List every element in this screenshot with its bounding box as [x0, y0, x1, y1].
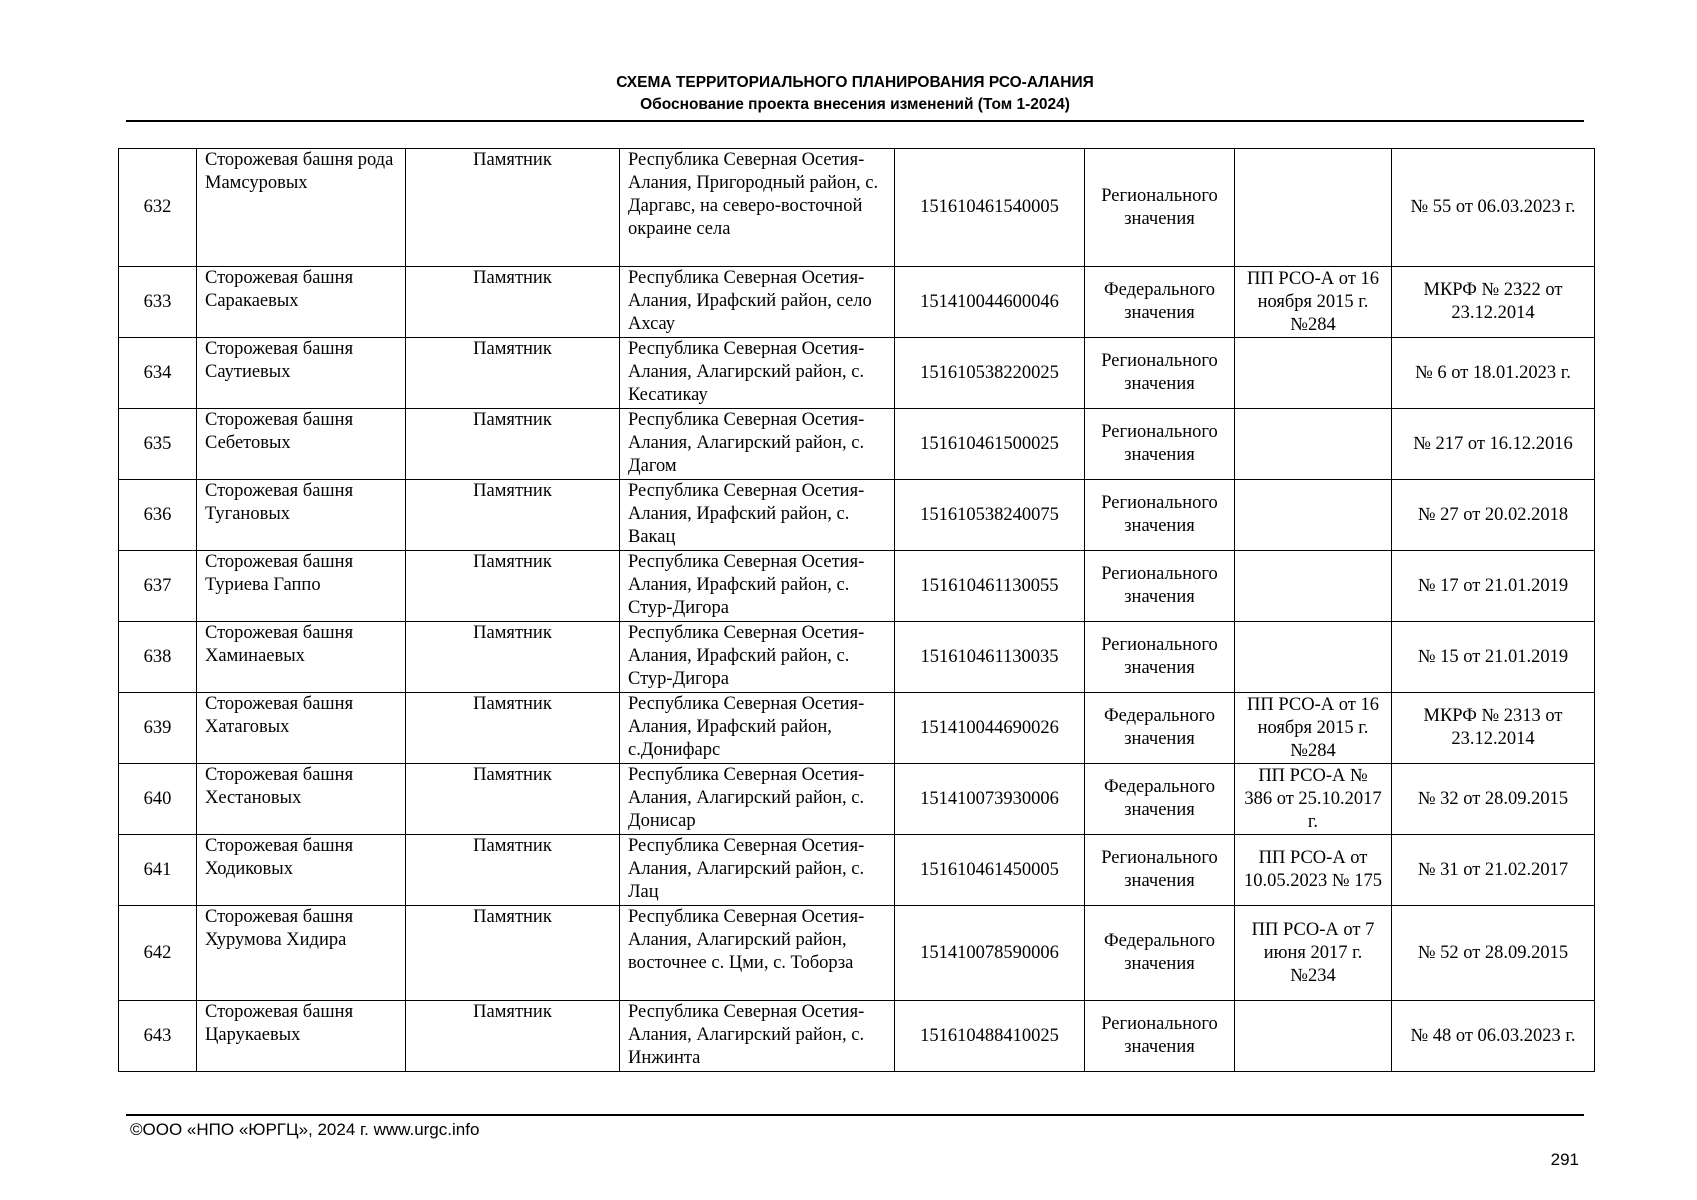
registration-document-cell: № 52 от 28.09.2015	[1392, 906, 1595, 1001]
registration-document-cell: № 55 от 06.03.2023 г.	[1392, 149, 1595, 267]
row-number-cell: 632	[119, 149, 197, 267]
table-row	[119, 267, 1595, 338]
government-decree-cell: ПП РСО-А от 16 ноября 2015 г. №284	[1235, 267, 1392, 338]
significance-cell: Регионального значения	[1085, 149, 1235, 267]
registry-code-cell: 151410078590006	[895, 906, 1085, 1001]
row-number-cell: 640	[119, 764, 197, 835]
object-type-cell: Памятник	[406, 764, 620, 835]
row-number-cell: 643	[119, 1001, 197, 1072]
registry-code-cell: 151610461130035	[895, 622, 1085, 693]
registration-document-cell: № 27 от 20.02.2018	[1392, 480, 1595, 551]
header-divider	[126, 120, 1584, 122]
table-body	[119, 149, 1595, 1072]
object-name-cell: Сторожевая башня Саракаевых	[197, 267, 406, 338]
table-row	[119, 149, 1595, 267]
registry-code-cell: 151610538240075	[895, 480, 1085, 551]
government-decree-cell	[1235, 409, 1392, 480]
table-row	[119, 835, 1595, 906]
registration-document-cell: № 6 от 18.01.2023 г.	[1392, 338, 1595, 409]
significance-cell: Регионального значения	[1085, 409, 1235, 480]
row-number-cell: 639	[119, 693, 197, 764]
significance-cell: Федерального значения	[1085, 267, 1235, 338]
government-decree-cell: ПП РСО-А № 386 от 25.10.2017 г.	[1235, 764, 1392, 835]
address-cell: Республика Северная Осетия-Алания, Ирафский район, с.Донифарс	[620, 693, 895, 764]
government-decree-cell: ПП РСО-А от 10.05.2023 № 175	[1235, 835, 1392, 906]
row-number-cell: 642	[119, 906, 197, 1001]
object-type-cell: Памятник	[406, 835, 620, 906]
address-cell: Республика Северная Осетия-Алания, Алагирский район, с. Донисар	[620, 764, 895, 835]
government-decree-cell	[1235, 1001, 1392, 1072]
footer-copyright: ©ООО «НПО «ЮРГЦ», 2024 г. www.urgc.info	[130, 1120, 480, 1139]
table-row	[119, 1001, 1595, 1072]
page-number: 291	[1550, 1150, 1579, 1169]
significance-cell: Регионального значения	[1085, 622, 1235, 693]
footer-divider	[126, 1114, 1584, 1116]
address-cell: Республика Северная Осетия-Алания, Ирафский район, с. Стур-Дигора	[620, 622, 895, 693]
row-number-cell: 634	[119, 338, 197, 409]
object-name-cell: Сторожевая башня Тугановых	[197, 480, 406, 551]
object-name-cell: Сторожевая башня Хестановых	[197, 764, 406, 835]
registration-document-cell: № 15 от 21.01.2019	[1392, 622, 1595, 693]
table-row	[119, 906, 1595, 1001]
object-name-cell: Сторожевая башня Ходиковых	[197, 835, 406, 906]
monuments-table	[118, 148, 1595, 1072]
government-decree-cell	[1235, 338, 1392, 409]
object-type-cell: Памятник	[406, 338, 620, 409]
row-number-cell: 636	[119, 480, 197, 551]
object-name-cell: Сторожевая башня Хаминаевых	[197, 622, 406, 693]
object-name-cell: Сторожевая башня рода Мамсуровых	[197, 149, 406, 267]
page-header	[126, 72, 1584, 116]
address-cell: Республика Северная Осетия-Алания, Пригородный район, с. Даргавс, на северо-восточной окраине села	[620, 149, 895, 267]
table-row	[119, 480, 1595, 551]
object-type-cell: Памятник	[406, 267, 620, 338]
significance-cell: Федерального значения	[1085, 764, 1235, 835]
row-number-cell: 635	[119, 409, 197, 480]
registration-document-cell: № 217 от 16.12.2016	[1392, 409, 1595, 480]
row-number-cell: 637	[119, 551, 197, 622]
row-number-cell: 633	[119, 267, 197, 338]
object-type-cell: Памятник	[406, 149, 620, 267]
object-type-cell: Памятник	[406, 906, 620, 1001]
registry-code-cell: 151410044600046	[895, 267, 1085, 338]
registration-document-cell: МКРФ № 2313 от 23.12.2014	[1392, 693, 1595, 764]
object-type-cell: Памятник	[406, 409, 620, 480]
object-type-cell: Памятник	[406, 551, 620, 622]
registration-document-cell: № 17 от 21.01.2019	[1392, 551, 1595, 622]
registration-document-cell: № 48 от 06.03.2023 г.	[1392, 1001, 1595, 1072]
object-name-cell: Сторожевая башня Себетовых	[197, 409, 406, 480]
table-row	[119, 764, 1595, 835]
object-type-cell: Памятник	[406, 480, 620, 551]
document-subtitle: Обоснование проекта внесения изменений (Том 1-2024)	[640, 96, 1070, 113]
registration-document-cell: МКРФ № 2322 от 23.12.2014	[1392, 267, 1595, 338]
government-decree-cell	[1235, 622, 1392, 693]
significance-cell: Регионального значения	[1085, 835, 1235, 906]
significance-cell: Федерального значения	[1085, 693, 1235, 764]
registry-code-cell: 151410073930006	[895, 764, 1085, 835]
significance-cell: Регионального значения	[1085, 551, 1235, 622]
address-cell: Республика Северная Осетия-Алания, Алагирский район, с. Инжинта	[620, 1001, 895, 1072]
significance-cell: Регионального значения	[1085, 1001, 1235, 1072]
significance-cell: Регионального значения	[1085, 338, 1235, 409]
object-name-cell: Сторожевая башня Хатаговых	[197, 693, 406, 764]
registry-code-cell: 151610461130055	[895, 551, 1085, 622]
significance-cell: Регионального значения	[1085, 480, 1235, 551]
registration-document-cell: № 31 от 21.02.2017	[1392, 835, 1595, 906]
address-cell: Республика Северная Осетия-Алания, Ирафский район, с. Вакац	[620, 480, 895, 551]
registry-code-cell: 151610461540005	[895, 149, 1085, 267]
table-row	[119, 693, 1595, 764]
address-cell: Республика Северная Осетия-Алания, Ирафский район, село Ахсау	[620, 267, 895, 338]
registry-code-cell: 151410044690026	[895, 693, 1085, 764]
registry-code-cell: 151610538220025	[895, 338, 1085, 409]
table-row	[119, 409, 1595, 480]
row-number-cell: 638	[119, 622, 197, 693]
object-name-cell: Сторожевая башня Туриева Гаппо	[197, 551, 406, 622]
address-cell: Республика Северная Осетия-Алания, Ирафский район, с. Стур-Дигора	[620, 551, 895, 622]
object-name-cell: Сторожевая башня Саутиевых	[197, 338, 406, 409]
address-cell: Республика Северная Осетия-Алания, Алагирский район, с. Лац	[620, 835, 895, 906]
registry-code-cell: 151610461450005	[895, 835, 1085, 906]
government-decree-cell	[1235, 551, 1392, 622]
object-type-cell: Памятник	[406, 1001, 620, 1072]
document-title: СХЕМА ТЕРРИТОРИАЛЬНОГО ПЛАНИРОВАНИЯ РСО-АЛАНИЯ	[616, 74, 1094, 91]
government-decree-cell	[1235, 149, 1392, 267]
address-cell: Республика Северная Осетия-Алания, Алагирский район, с. Дагом	[620, 409, 895, 480]
significance-cell: Федерального значения	[1085, 906, 1235, 1001]
table-row	[119, 622, 1595, 693]
address-cell: Республика Северная Осетия-Алания, Алагирский район, с. Кесатикау	[620, 338, 895, 409]
object-type-cell: Памятник	[406, 622, 620, 693]
government-decree-cell: ПП РСО-А от 7 июня 2017 г. №234	[1235, 906, 1392, 1001]
registry-code-cell: 151610461500025	[895, 409, 1085, 480]
table-row	[119, 338, 1595, 409]
address-cell: Республика Северная Осетия-Алания, Алагирский район, восточнее с. Цми, с. Тоборза	[620, 906, 895, 1001]
registry-code-cell: 151610488410025	[895, 1001, 1085, 1072]
government-decree-cell: ПП РСО-А от 16 ноября 2015 г. №284	[1235, 693, 1392, 764]
table-row	[119, 551, 1595, 622]
government-decree-cell	[1235, 480, 1392, 551]
object-type-cell: Памятник	[406, 693, 620, 764]
row-number-cell: 641	[119, 835, 197, 906]
object-name-cell: Сторожевая башня Царукаевых	[197, 1001, 406, 1072]
object-name-cell: Сторожевая башня Хурумова Хидира	[197, 906, 406, 1001]
registration-document-cell: № 32 от 28.09.2015	[1392, 764, 1595, 835]
